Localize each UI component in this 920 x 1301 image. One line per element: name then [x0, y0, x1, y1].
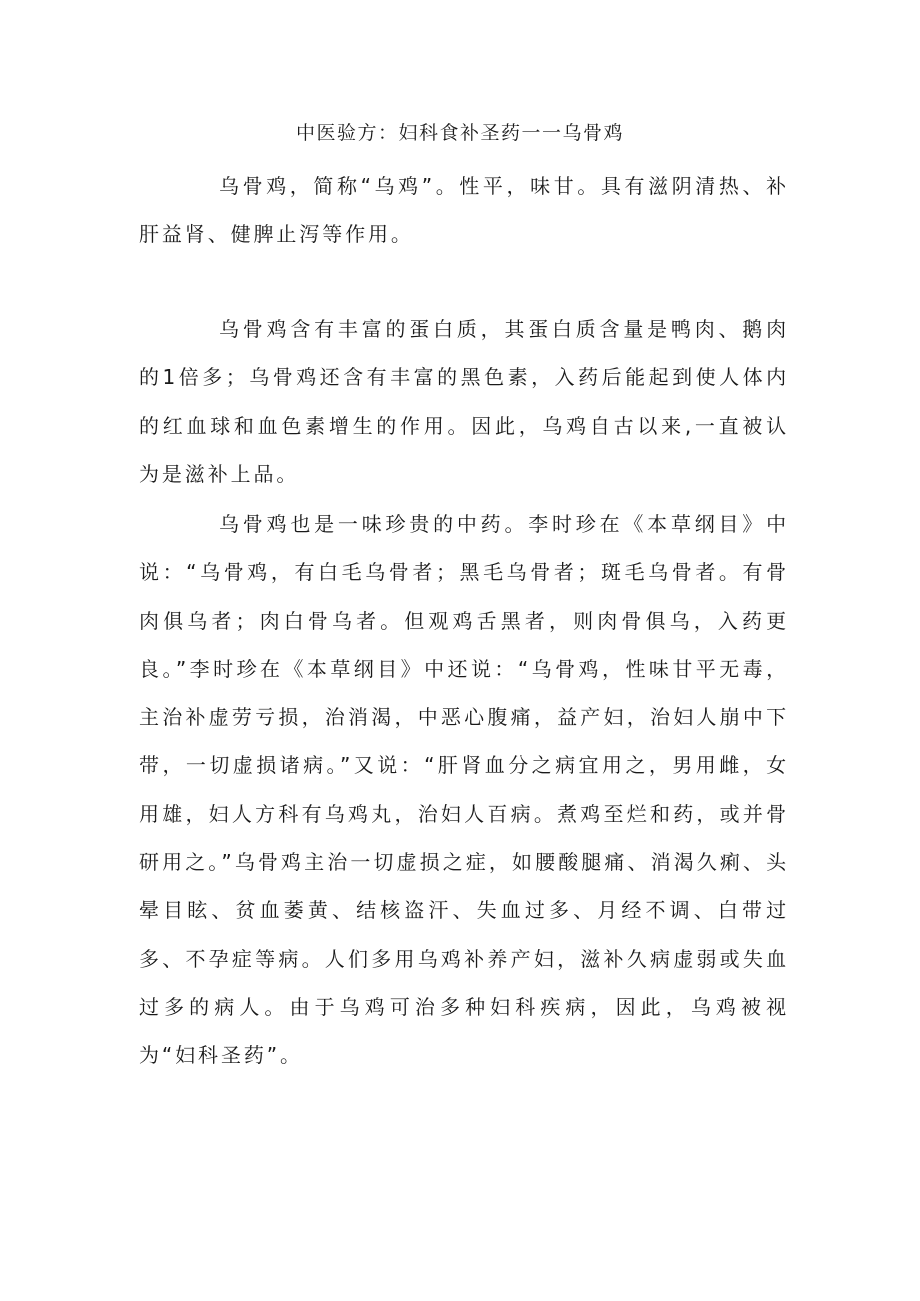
paragraph-intro: 乌骨鸡，简称“乌鸡”。性平，味甘。具有滋阴清热、补肝益肾、健脾止泻等作用。	[139, 174, 789, 247]
document-title: 中医验方：妇科食补圣药一一乌骨鸡	[295, 122, 624, 144]
paragraph-nutrition: 乌骨鸡含有丰富的蛋白质，其蛋白质含量是鸭肉、鹅肉的1倍多；乌骨鸡还含有丰富的黑色素，入药后能起到使人体内的红血球和血色素增生的作用。因此，乌鸡自古以来,一直被认为是滋补上品。	[139, 317, 789, 486]
paragraph-medicinal-use: 乌骨鸡也是一味珍贵的中药。李时珍在《本草纲目》中说：“乌骨鸡，有白毛乌骨者；黑毛乌骨者；斑毛乌骨者。有骨肉俱乌者；肉白骨乌者。但观鸡舌黑者，则肉骨俱乌，入药更良。”李时珍在《本草纲目》中还说：“乌骨鸡，性味甘平无毒，主治补虚劳亏损，治消渴，中恶心腹痛，益产妇，治妇人崩中下带，一切虚损诸病。”又说：“肝肾血分之病宜用之，男用雌，女用雄，妇人方科有乌鸡丸，治妇人百病。煮鸡至烂和药，或并骨研用之。”乌骨鸡主治一切虚损之症，如腰酸腿痛、消渴久痢、头晕目眩、贫血萎黄、结核盗汗、失血过多、月经不调、白带过多、不孕症等病。人们多用乌鸡补养产妇，滋补久病虚弱或失血过多的病人。由于乌鸡可治多种妇科疾病，因此，乌鸡被视为“妇科圣药”。	[139, 512, 789, 1068]
